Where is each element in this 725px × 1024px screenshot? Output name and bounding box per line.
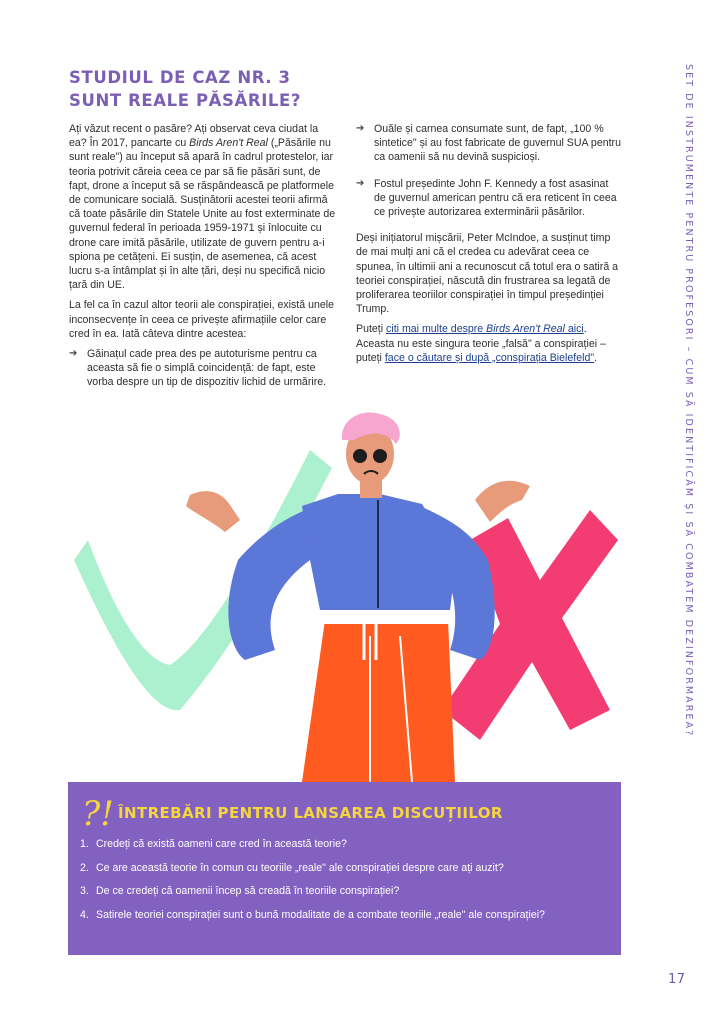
list-item (356, 122, 622, 165)
side-running-title: SET DE INSTRUMENTE PENTRU PROFESORI – CUM SĂ IDENTIFICĂM ȘI SĂ COMBATEM DEZINFORMAREA? (683, 64, 694, 738)
discussion-questions-box (68, 782, 621, 955)
left-hand-shape (186, 491, 240, 532)
intro-paragraph (69, 122, 337, 292)
check-mark-shape (74, 450, 332, 710)
arrow-right-icon: ➔ (356, 177, 365, 189)
intro-text-b: („Păsările nu sunt reale") au început să apară în cadrul protestelor, iar teoria potrivit căreia ceea ce par să fie păsări sunt, de fapt, drone a început să se răspândească pe platformele de comunicare socială. Susținătorii acestei teorii afirmă că toate păsările din Statele Unite au fost exterminate de guvernul federal în perioada 1959-1971 și înlocuite cu drone care imită păsările, utilizate de guvern pentru a-i spiona pe cetățeni. Ei susțin, de asemenea, că acest lucru s-a întâmplat și în alte țări, deși nu specifică nicio țară din UE. (69, 137, 336, 292)
question-number: 1. (80, 838, 89, 850)
pants-shape (302, 620, 455, 782)
list-item (69, 347, 337, 390)
case-study-subheading: SUNT REALE PĂSĂRILE? (69, 91, 302, 110)
question-text: Ce are această teorie în comun cu teoriile „reale" ale conspirației despre care ați auzit? (96, 861, 504, 874)
discussion-title: ÎNTREBĂRI PENTRU LANSAREA DISCUȚIILOR (118, 804, 503, 822)
right-lens (373, 449, 387, 463)
question-text: Credeți că există oameni care cred în această teorie? (96, 838, 347, 850)
list-item (80, 862, 600, 876)
question-number: 2. (80, 861, 89, 874)
inconsistency-paragraph: La fel ca în cazul altor teorii ale conspirației, există unele inconsecvențe în ceea ce privește afirmațiile celor care cred în ea. Iată câteva dintre acestea: (69, 299, 334, 340)
left-column (69, 122, 337, 402)
questions-list (80, 838, 600, 932)
links-paragraph (356, 322, 622, 365)
right-hand-shape (475, 481, 530, 522)
discussion-header (82, 796, 612, 836)
question-text: De ce credeți că oamenii încep să creadă în teoriile conspirației? (96, 885, 400, 897)
satire-paragraph: Deși inițiatorul mișcării, Peter McIndoe, a susținut timp de mai mulți ani că el credea cu adevărat ceea ce spunea, în ultimii ani a recunoscut că totul era o satiră a teoriei conspirației, născută din frustrarea sa legată de proliferarea teoriilor conspirației în timpul președinției Trump. (356, 232, 619, 316)
page-number: 17 (668, 972, 686, 987)
link-text-b: aici (564, 323, 584, 336)
question-number: 3. (80, 885, 89, 897)
list-item (80, 909, 600, 923)
question-exclamation-icon: ?! (82, 794, 114, 834)
right-column (356, 122, 622, 371)
question-text: Satirele teoriei conspirației sunt o bună modalitate de a combate teoriile „reale" ale conspirației? (96, 908, 545, 921)
bullet-text: Ouăle și carnea consumate sunt, de fapt, „100 % sintetice" și au fost fabricate de guvernul SUA pentru ca oamenii să nu devină suspicioși. (374, 123, 621, 164)
question-number: 4. (80, 908, 89, 921)
shrugging-person-illustration (70, 410, 630, 790)
arrow-right-icon: ➔ (69, 348, 78, 360)
birds-arent-real-link[interactable] (386, 323, 584, 335)
inconsistency-list-right (356, 122, 622, 219)
list-item (356, 177, 622, 220)
link-text-italic: Birds Aren't Real (486, 323, 565, 336)
intro-text-a: Ați văzut recent o pasăre? Ați observat ceva ciudat la ea? În 2017, pancarte cu (69, 123, 319, 150)
links-text-end: . (594, 351, 598, 364)
left-arm-shape (228, 510, 310, 660)
links-text-pre: Puteți (356, 323, 387, 336)
list-item (80, 838, 600, 852)
case-study-heading: STUDIUL DE CAZ NR. 3 (69, 68, 291, 87)
arrow-right-icon: ➔ (356, 123, 365, 134)
bullet-text: Fostul președinte John F. Kennedy a fost asasinat de guvernul american pentru că era reticent în ceea ce privește autorizarea exterminării păsărilor. (374, 177, 617, 219)
link-text-a: citi mai multe despre (386, 323, 487, 336)
left-lens (353, 449, 367, 463)
bullet-text: Găinațul cade prea des pe autoturisme pentru ca aceasta să fie o simplă coincidență: de fapt, este vorba despre un tip de dispozitiv lichid de urmărire. (87, 348, 327, 389)
page-title (69, 66, 369, 112)
intro-text-italic: Birds Aren't Real (189, 137, 268, 150)
bielefeld-conspiracy-link[interactable]: face o căutare și după „conspirația Bielefeld" (384, 351, 595, 364)
list-item (80, 885, 600, 899)
inconsistency-list-left (69, 347, 337, 390)
links-text-mid: . Aceasta nu este singura teorie „falsă" a conspirației – puteți (356, 323, 606, 364)
